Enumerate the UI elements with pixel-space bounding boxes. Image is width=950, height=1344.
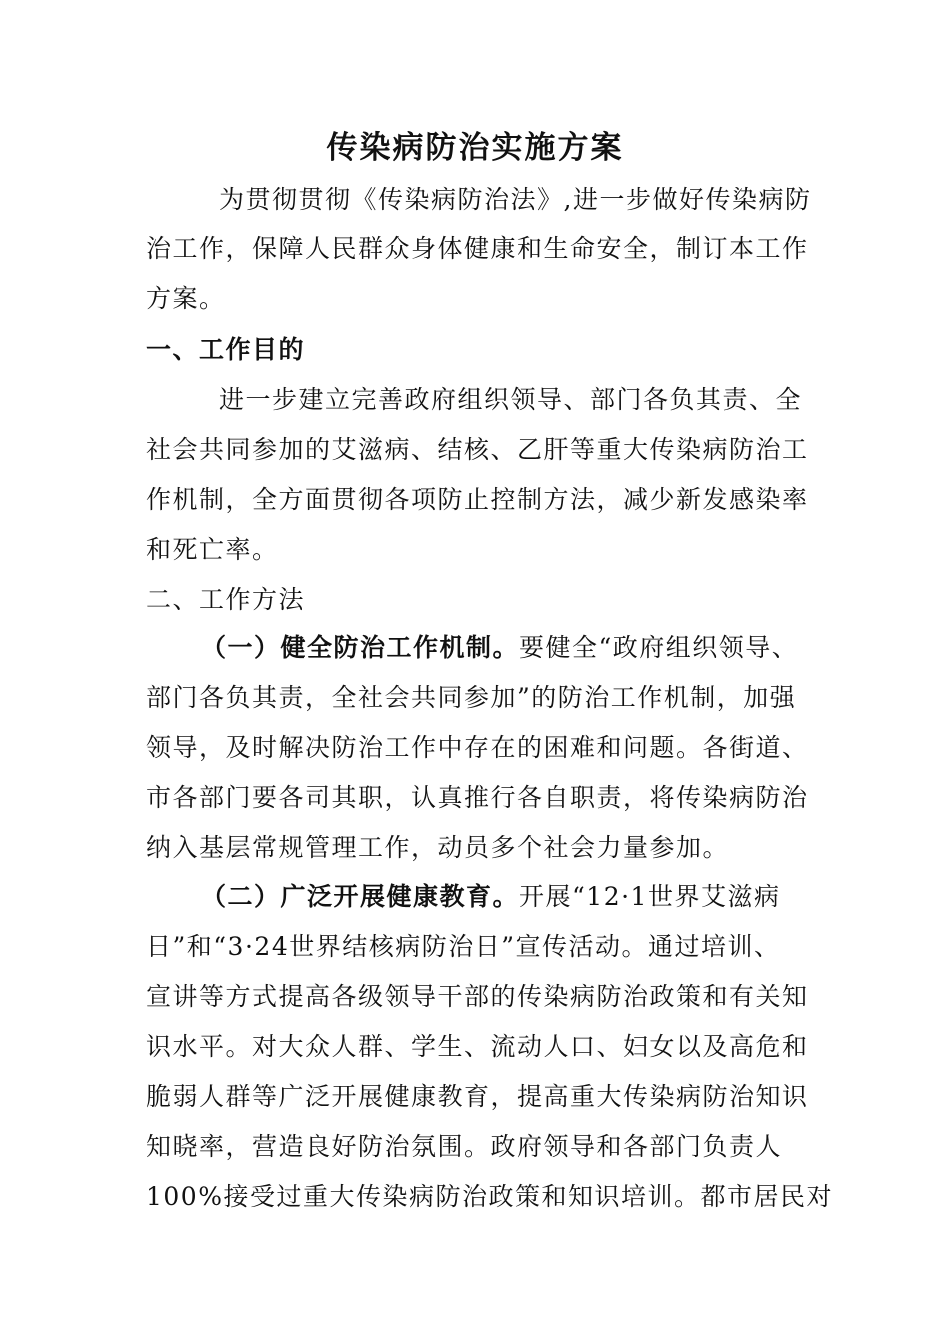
body-line: 社会共同参加的艾滋病、结核、乙肝等重大传染病防治工 <box>146 435 809 464</box>
section-heading: 一、工作目的 <box>146 335 306 364</box>
body-line: 知晓率，营造良好防治氛围。政府领导和各部门负责人 <box>146 1132 783 1161</box>
section-heading: 二、工作方法 <box>146 585 306 614</box>
body-line: 为贯彻贯彻《传染病防治法》,进一步做好传染病防 <box>219 185 812 214</box>
body-line: 领导，及时解决防治工作中存在的困难和问题。各街道、 <box>146 733 809 762</box>
body-line: 脆弱人群等广泛开展健康教育，提高重大传染病防治知识 <box>146 1082 809 1111</box>
body-line: 进一步建立完善政府组织领导、部门各负其责、全 <box>219 385 803 414</box>
body-line: 识水平。对大众人群、学生、流动人口、妇女以及高危和 <box>146 1032 809 1061</box>
body-line: 方案。 <box>146 284 226 313</box>
document-title: 传染病防治实施方案 <box>326 130 624 166</box>
body-line: 日”和“3·24世界结核病防治日”宣传活动。通过培训、 <box>146 932 781 961</box>
body-line: 市各部门要各司其职，认真推行各自职责，将传染病防治 <box>146 783 809 812</box>
subsection-line: （一）健全防治工作机制。要健全“政府组织领导、 <box>201 633 799 662</box>
body-line: 治工作，保障人民群众身体健康和生命安全，制订本工作 <box>146 234 809 263</box>
body-line: 纳入基层常规管理工作，动员多个社会力量参加。 <box>146 833 730 862</box>
subsection-line: （二）广泛开展健康教育。开展“12·1世界艾滋病 <box>201 882 781 911</box>
body-line: 100%接受过重大传染病防治政策和知识培训。都市居民对 <box>146 1182 833 1211</box>
body-line: 作机制，全方面贯彻各项防止控制方法，减少新发感染率 <box>146 485 809 514</box>
body-line: 和死亡率。 <box>146 535 279 564</box>
body-line: 宣讲等方式提高各级领导干部的传染病防治政策和有关知 <box>146 982 809 1011</box>
body-line: 部门各负其责，全社会共同参加”的防治工作机制，加强 <box>146 683 797 712</box>
